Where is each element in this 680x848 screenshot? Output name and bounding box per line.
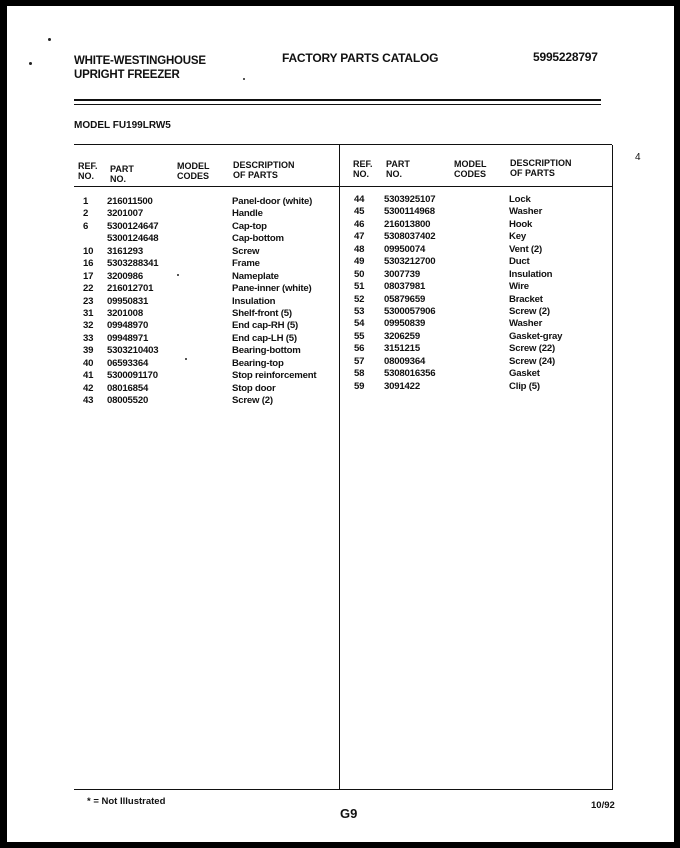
table-row	[7, 294, 667, 306]
part-number-cell: 5303288341	[107, 258, 159, 270]
table-row	[7, 206, 667, 218]
table-rule-bottom	[74, 789, 613, 790]
table-row	[7, 395, 339, 407]
part-number-cell: 3200986	[107, 270, 143, 282]
right-header-ref: REF. NO.	[353, 159, 373, 179]
part-number-cell: 5300124647	[107, 220, 159, 232]
ref-cell: 2	[83, 208, 89, 220]
description-cell: Bearing-bottom	[232, 345, 301, 357]
part-number-cell: 5300124648	[107, 233, 159, 245]
part-number-cell: 5300114968	[384, 206, 435, 218]
ref-cell: 54	[354, 318, 365, 330]
left-header-model: MODEL CODES	[177, 161, 210, 181]
margin-mark: 4	[635, 152, 641, 163]
ref-cell: 49	[354, 256, 365, 268]
ref-cell: 1	[83, 196, 89, 207]
ref-cell: 43	[83, 395, 94, 406]
brand-line-1: WHITE-WESTINGHOUSE	[74, 55, 206, 67]
table-row	[7, 219, 667, 231]
description-cell: Bracket	[509, 293, 543, 305]
left-header-desc: DESCRIPTION OF PARTS	[233, 160, 295, 180]
catalog-title: FACTORY PARTS CATALOG	[282, 51, 439, 65]
table-row	[7, 231, 667, 243]
catalog-page	[7, 6, 674, 842]
header-rule-top	[74, 99, 601, 101]
footnote: * = Not Illustrated	[87, 796, 166, 807]
ref-cell: 22	[83, 283, 94, 295]
description-cell: Vent (2)	[509, 243, 543, 255]
ref-cell: 6	[83, 220, 89, 232]
part-number-cell: 09948970	[107, 320, 149, 332]
description-cell: Hook	[509, 218, 533, 230]
ref-cell: 57	[354, 355, 365, 367]
description-cell: Cap-bottom	[232, 233, 284, 245]
scan-speck	[48, 38, 51, 41]
description-cell: Pane-inner (white)	[232, 283, 312, 295]
description-cell: End cap-RH (5)	[232, 320, 298, 332]
part-number-cell: 3007739	[384, 268, 420, 280]
table-row	[7, 368, 667, 380]
description-cell: Insulation	[509, 268, 553, 280]
description-cell: Gasket-gray	[509, 330, 563, 342]
part-number-cell: 3161293	[107, 245, 143, 257]
description-cell: Screw	[232, 245, 260, 257]
description-cell: Nameplate	[232, 270, 279, 282]
left-header-part: PART NO.	[110, 164, 134, 184]
description-cell: Gasket	[509, 368, 540, 380]
description-cell: Duct	[509, 256, 530, 268]
part-number-cell: 06593364	[107, 357, 149, 369]
part-number-cell: 5303210403	[107, 345, 159, 357]
part-number-cell: 216013800	[384, 218, 431, 230]
header-rule-bottom	[74, 104, 601, 105]
ref-cell: 47	[354, 231, 365, 243]
table-row	[7, 343, 667, 355]
description-cell: Lock	[509, 194, 531, 205]
part-number-cell: 09950839	[384, 318, 426, 330]
part-number-cell: 5300091170	[107, 370, 158, 382]
part-number-cell: 3151215	[384, 343, 420, 355]
part-number-cell: 3091422	[384, 380, 420, 392]
description-cell: Screw (2)	[232, 395, 273, 406]
ref-cell: 59	[354, 380, 365, 392]
description-cell: Wire	[509, 281, 529, 293]
ref-cell: 42	[83, 382, 94, 394]
ref-cell: 46	[354, 218, 365, 230]
ref-cell: 40	[83, 357, 94, 369]
part-number-cell: 08016854	[107, 382, 149, 394]
part-number-cell: 5308037402	[384, 231, 436, 243]
ref-cell: 31	[83, 307, 94, 319]
ref-cell: 44	[354, 194, 365, 205]
part-number-cell: 216012701	[107, 283, 154, 295]
right-parts-list	[7, 194, 667, 393]
table-rule-top	[74, 144, 612, 145]
description-cell: Key	[509, 231, 526, 243]
description-cell: Stop door	[232, 382, 276, 394]
left-header-ref: REF. NO.	[78, 161, 98, 181]
table-row	[7, 269, 667, 281]
description-cell: Cap-top	[232, 220, 267, 232]
description-cell: Bearing-top	[232, 357, 284, 369]
table-row	[7, 306, 667, 318]
part-number-cell: 09950074	[384, 243, 426, 255]
ref-cell: 23	[83, 295, 94, 307]
part-number-cell: 3206259	[384, 330, 420, 342]
catalog-number: 5995228797	[533, 50, 598, 64]
ref-cell: 58	[354, 368, 365, 380]
table-row	[7, 194, 667, 206]
part-number-cell: 08037981	[384, 281, 426, 293]
right-header-model: MODEL CODES	[454, 159, 487, 179]
description-cell: Panel-door (white)	[232, 196, 313, 207]
ref-cell: 55	[354, 330, 365, 342]
ref-cell: 16	[83, 258, 94, 270]
part-number-cell: 09948971	[107, 332, 149, 344]
description-cell: Insulation	[232, 295, 276, 307]
part-number-cell: 5308016356	[384, 368, 436, 380]
part-number-cell: 08005520	[107, 395, 149, 406]
ref-cell: 50	[354, 268, 365, 280]
part-number-cell: 216011500	[107, 196, 153, 207]
ref-cell: 39	[83, 345, 94, 357]
ref-cell: 53	[354, 305, 365, 317]
part-number-cell: 05879659	[384, 293, 426, 305]
ref-cell: 48	[354, 243, 365, 255]
part-number-cell: 09950831	[107, 295, 149, 307]
table-row	[7, 318, 667, 330]
description-cell: Screw (2)	[509, 305, 550, 317]
description-cell: Screw (22)	[509, 343, 555, 355]
right-header-desc: DESCRIPTION OF PARTS	[510, 158, 572, 178]
ref-cell: 32	[83, 320, 94, 332]
table-row	[7, 244, 667, 256]
description-cell: Washer	[509, 206, 543, 218]
part-number-cell: 5300057906	[384, 305, 436, 317]
part-number-cell: 5303212700	[384, 256, 436, 268]
table-row	[7, 331, 667, 343]
ref-cell: 33	[83, 332, 94, 344]
right-header-part: PART NO.	[386, 159, 410, 179]
description-cell: Shelf-front (5)	[232, 307, 292, 319]
ref-cell: 45	[354, 206, 365, 218]
ref-cell: 41	[83, 370, 94, 382]
brand-line-2: UPRIGHT FREEZER	[74, 69, 180, 81]
ref-cell: 56	[354, 343, 365, 355]
description-cell: End cap-LH (5)	[232, 332, 297, 344]
ref-cell: 51	[354, 281, 365, 293]
scan-speck	[29, 62, 32, 65]
description-cell: Handle	[232, 208, 263, 220]
model-label: MODEL FU199LRW5	[74, 120, 171, 131]
revision-date: 10/92	[591, 800, 615, 811]
table-row	[7, 381, 667, 393]
description-cell: Frame	[232, 258, 260, 270]
description-cell: Stop reinforcement	[232, 370, 317, 382]
table-row	[7, 281, 667, 293]
part-number-cell: 3201007	[107, 208, 143, 220]
table-row	[7, 356, 667, 368]
part-number-cell: 3201008	[107, 307, 143, 319]
scan-speck	[243, 78, 245, 80]
description-cell: Clip (5)	[509, 380, 540, 392]
page-code: G9	[340, 806, 358, 821]
table-row	[7, 256, 667, 268]
table-rule-under-header	[74, 186, 612, 187]
ref-cell: 10	[83, 245, 94, 257]
ref-cell: 52	[354, 293, 365, 305]
part-number-cell: 08009364	[384, 355, 426, 367]
description-cell: Screw (24)	[509, 355, 555, 367]
ref-cell: 17	[83, 270, 94, 282]
part-number-cell: 5303925107	[384, 194, 436, 205]
description-cell: Washer	[509, 318, 543, 330]
